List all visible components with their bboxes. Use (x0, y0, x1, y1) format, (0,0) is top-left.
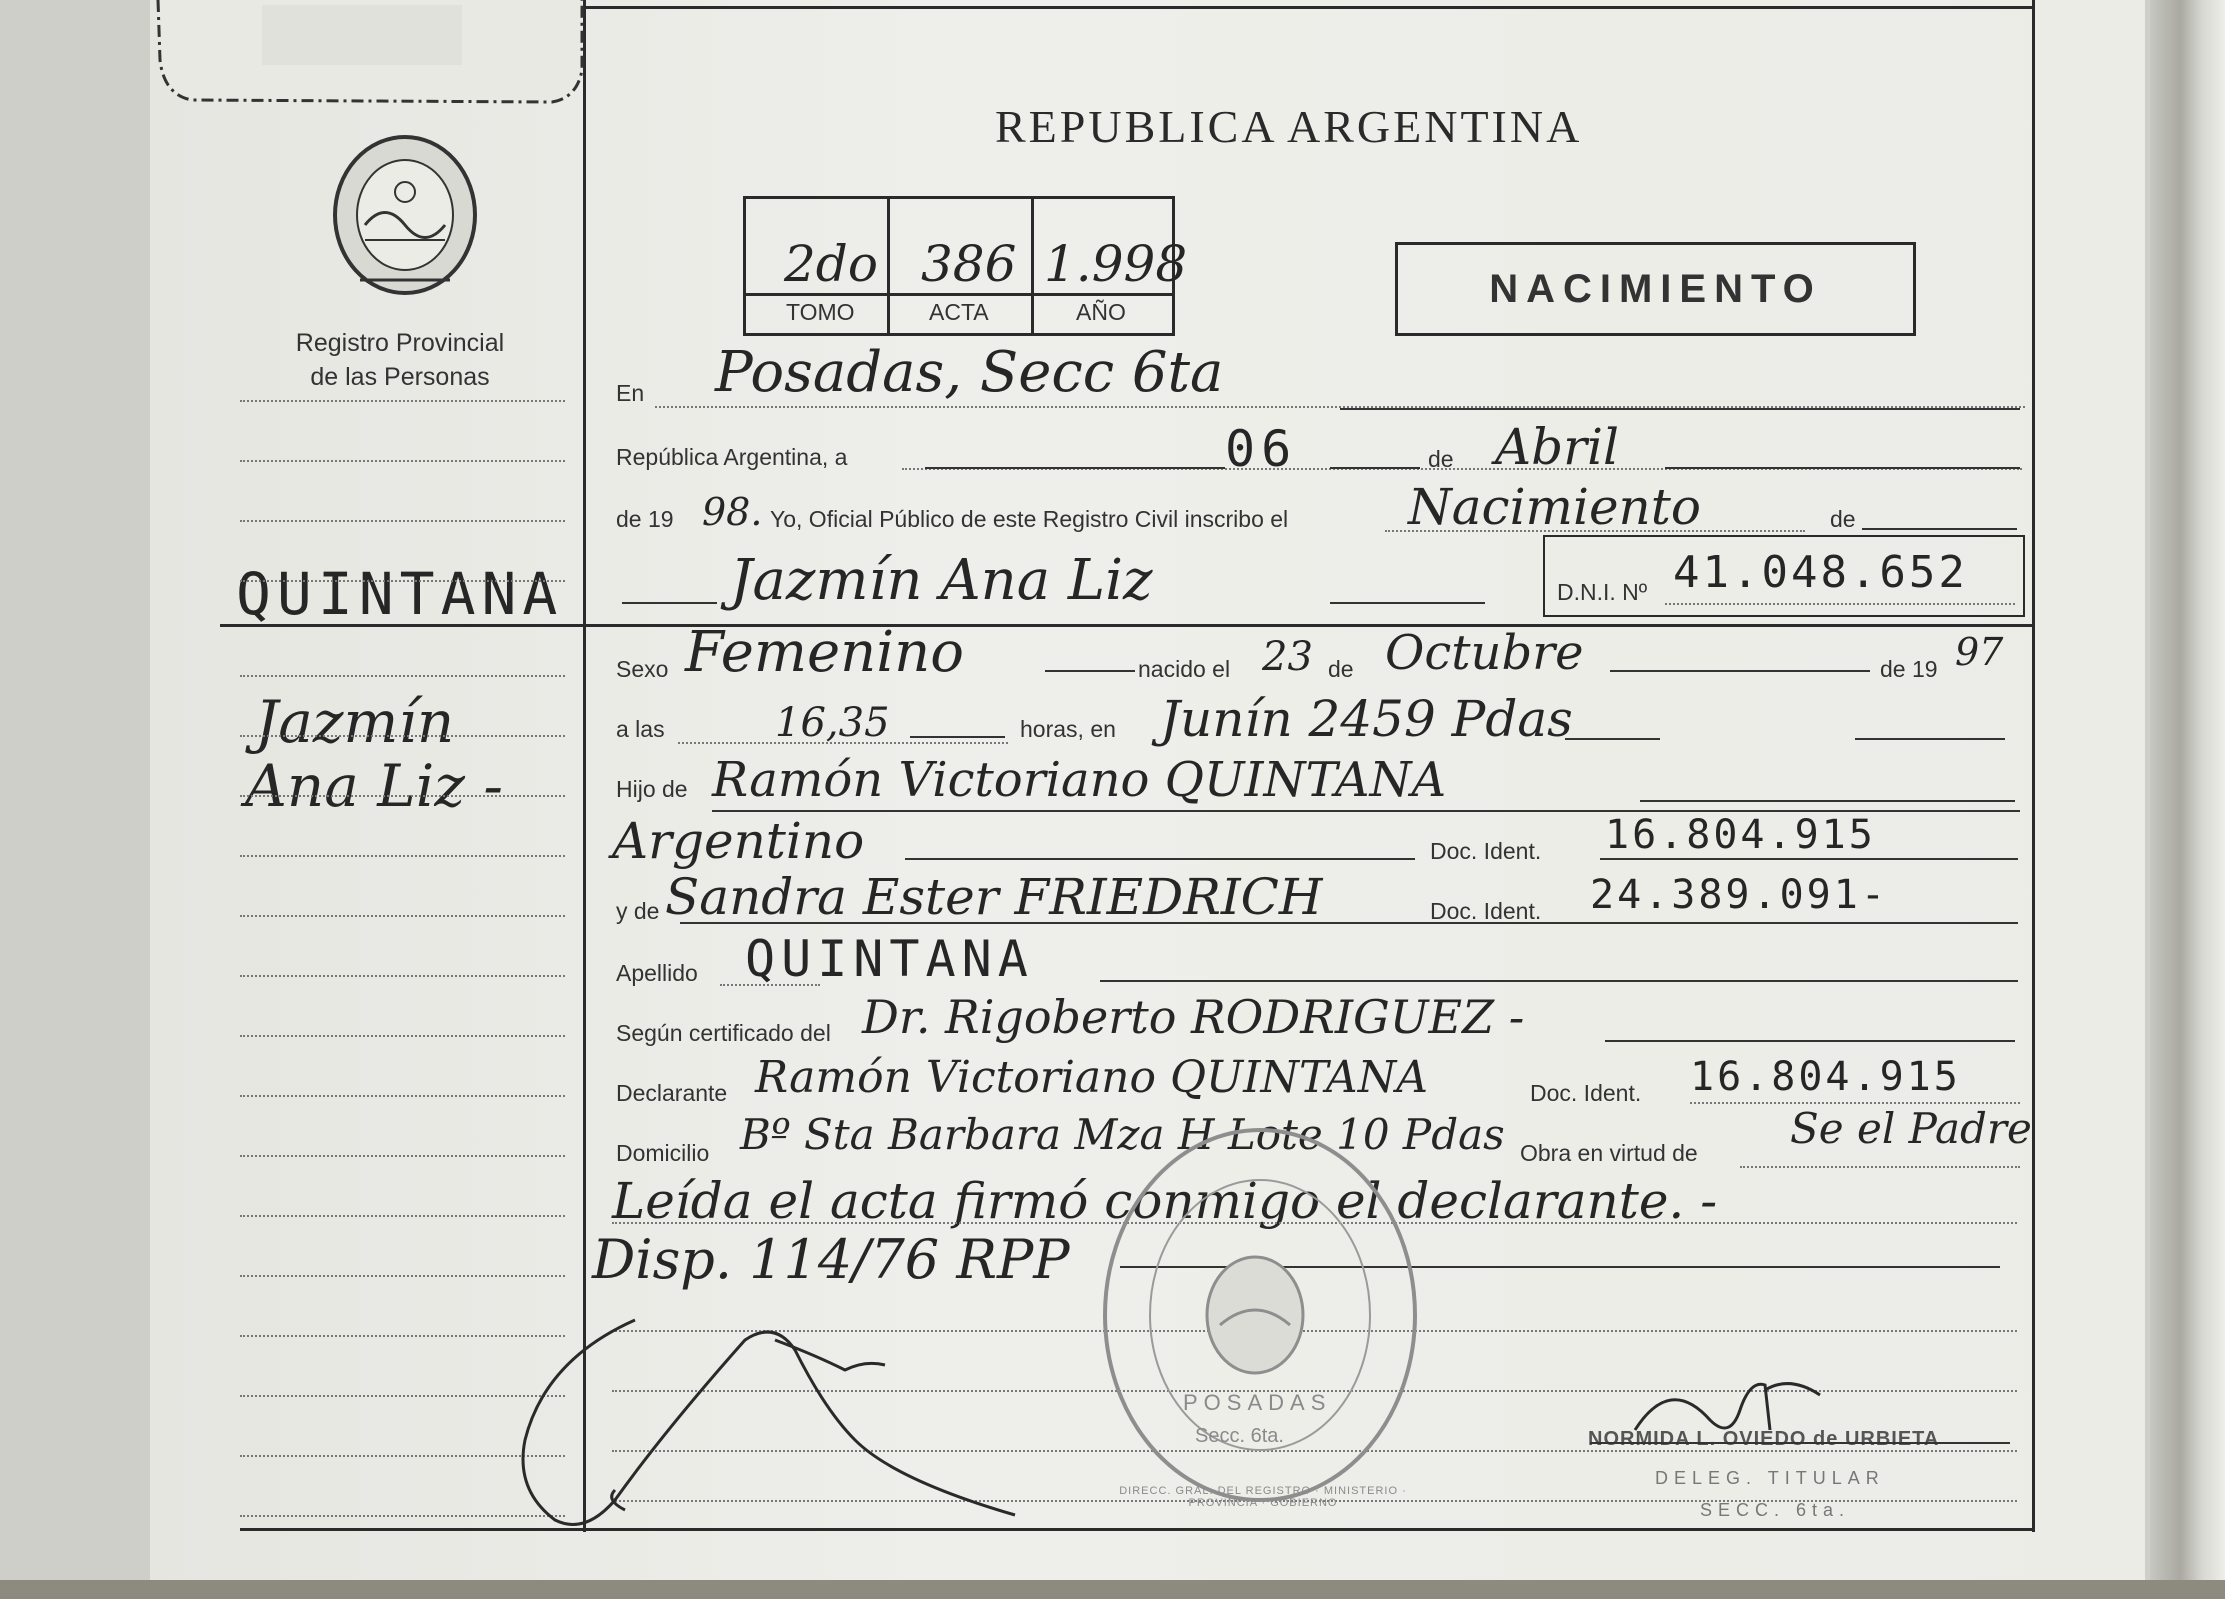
registry-line2: de las Personas (310, 363, 490, 391)
year-prefix: de 19 (616, 506, 674, 532)
de3-label: de (1328, 656, 1354, 682)
declarante-label: Declarante (616, 1080, 728, 1106)
dni-box (1543, 535, 2025, 617)
sexo-label: Sexo (616, 656, 669, 682)
dni-label: D.N.I. Nº (1557, 579, 1648, 605)
republica-label: República Argentina, a (616, 444, 848, 470)
mother-doc-value: 24.389.091- (1590, 872, 1888, 918)
record-type-box (1395, 242, 1916, 336)
page-title: REPUBLICA ARGENTINA (995, 101, 1583, 152)
certificado-value: Dr. Rigoberto RODRIGUEZ - (862, 990, 1525, 1044)
acta-value: 386 (921, 235, 1017, 293)
ano-label: AÑO (1076, 299, 1126, 325)
declarante-doc-label: Doc. Ident. (1530, 1080, 1642, 1106)
ano-value: 1.998 (1044, 235, 1188, 293)
apellido-value: QUINTANA (745, 930, 1034, 988)
acta-label: ACTA (929, 299, 989, 325)
de19-label: de 19 (1880, 656, 1938, 682)
obra-value: Se el Padre (1790, 1104, 2032, 1153)
father-doc-value: 16.804.915 (1605, 812, 1876, 858)
stamp-city: POSADAS (1183, 1390, 1332, 1415)
domicilio-label: Domicilio (616, 1140, 710, 1166)
official-stamp (1095, 1120, 1425, 1510)
birth-hour: 16,35 (775, 700, 890, 746)
misiones-coat-of-arms-icon (325, 130, 485, 300)
apellido-label: Apellido (616, 960, 698, 986)
declarant-signature-icon (515, 1300, 1035, 1540)
tomo-value: 2do (784, 235, 878, 293)
registry-name (280, 326, 520, 394)
alas-label: a las (616, 716, 665, 742)
declarante-doc-value: 16.804.915 (1690, 1054, 1961, 1100)
record-day: 06 (1225, 420, 1298, 478)
father-name: Ramón Victoriano QUINTANA (712, 752, 1447, 808)
top-border (583, 6, 2033, 9)
birth-day: 23 (1262, 634, 1313, 680)
child-name: Jazmín Ana Liz (730, 548, 1153, 613)
mother-name: Sandra Ester FRIEDRICH (665, 868, 1323, 926)
officer-title-line1: DELEG. TITULAR (1655, 1468, 1885, 1488)
birth-year: 97 (1955, 630, 2004, 674)
page-bottom-shadow (0, 1580, 2225, 1599)
official-stamp-icon (1095, 1120, 1425, 1510)
margin-given-line1: Jazmín (255, 688, 455, 756)
tomo-label: TOMO (786, 299, 855, 325)
de-label: de (1428, 446, 1454, 472)
birth-place: Junín 2459 Pdas (1160, 690, 1573, 748)
de2-label: de (1830, 506, 1856, 532)
dni-value: 41.048.652 (1673, 547, 1968, 598)
en-label: En (616, 380, 645, 406)
domicilio-value: Bº Sta Barbara Mza H Lote 10 Pdas (740, 1110, 1505, 1159)
declarante-name: Ramón Victoriano QUINTANA (755, 1052, 1428, 1103)
record-number-box (743, 196, 1188, 336)
birth-month: Octubre (1385, 625, 1584, 681)
obra-label: Obra en virtud de (1520, 1140, 1698, 1166)
stamp-secc: Secc. 6ta. (1195, 1425, 1284, 1447)
oficial-text: Yo, Oficial Público de este Registro Civil inscribo el (770, 506, 1289, 532)
book-spine-edge (2150, 0, 2225, 1599)
act-type: Nacimiento (1408, 478, 1701, 536)
horas-label: horas, en (1020, 716, 1116, 742)
stamp-ring-text: DIRECC. GRAL. DEL REGISTRO · MINISTERIO · PROVINCIA · GOBIERNO (1119, 1485, 1407, 1509)
note-line2: Disp. 114/76 RPP (592, 1228, 1070, 1291)
note-line1: Leída el acta firmó conmigo el declarante. - (612, 1172, 1718, 1230)
officer-name: NORMIDA L. OVIEDO de URBIETA (1588, 1428, 1940, 1450)
nacido-label: nacido el (1138, 656, 1231, 682)
sex-value: Femenino (685, 620, 964, 685)
hijo-label: Hijo de (616, 776, 688, 802)
father-nationality: Argentino (612, 812, 865, 870)
officer-title-line2: SECC. 6ta. (1700, 1500, 1851, 1520)
mother-doc-label: Doc. Ident. (1430, 898, 1542, 924)
stamp-fragment-icon (152, 0, 592, 115)
right-border (2032, 0, 2035, 1532)
record-month: Abril (1495, 418, 1619, 476)
bottom-border (240, 1528, 2035, 1531)
father-doc-label: Doc. Ident. (1430, 838, 1542, 864)
certificado-label: Según certificado del (616, 1020, 831, 1046)
registry-line1: Registro Provincial (295, 329, 505, 357)
record-year: 98. (702, 490, 763, 534)
record-type-label: NACIMIENTO (1489, 266, 1822, 311)
place-of-record: Posadas, Secc 6ta (715, 340, 1224, 405)
yde-label: y de (616, 898, 660, 924)
margin-given-line2: Ana Liz - (245, 752, 503, 820)
margin-surname: QUINTANA (236, 560, 564, 628)
